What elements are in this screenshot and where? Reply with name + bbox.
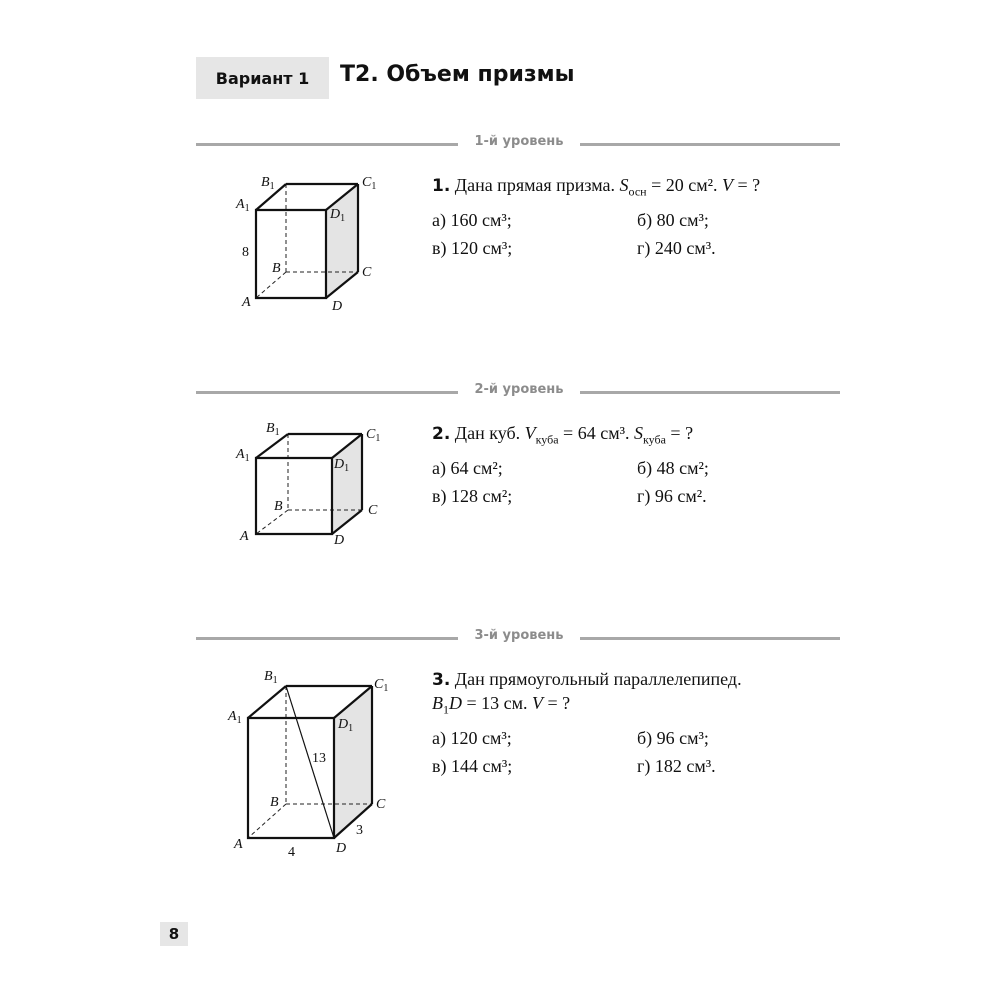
level-label-1: 1-й уровень [474, 134, 564, 149]
problem-text: Дан прямоугольный параллелепипед. [454, 669, 742, 689]
vertex-label-c: C [362, 265, 372, 280]
formula-b1d: B [432, 693, 443, 713]
divider-rule-right [580, 637, 840, 640]
figure-parallelepiped-3 [226, 666, 396, 862]
answer-c[interactable]: в) 128 см²; [432, 486, 513, 506]
vertex-label-b: B [272, 261, 281, 276]
vertex-label-c1: $C_1$ [362, 175, 377, 192]
level-label-3: 3-й уровень [474, 628, 564, 643]
problem-1-question: 1. Дана прямая призма. $S_{осн} = 20$ см². V = ? [432, 175, 761, 199]
divider-rule-right [580, 391, 840, 394]
vertex-label-c: C [376, 797, 386, 812]
problem-number: 1. [432, 176, 451, 196]
answer-c[interactable]: в) 144 см³; [432, 756, 513, 776]
side-length-label: 3 [356, 823, 363, 838]
answer-d[interactable]: г) 96 см². [637, 486, 707, 506]
vertex-label-b: B [270, 795, 279, 810]
divider-rule-left [196, 637, 458, 640]
divider-rule-left [196, 143, 458, 146]
vertex-label-a1: $A_1$ [228, 709, 242, 726]
figure-prism-1 [228, 168, 388, 318]
problem-number: 3. [432, 670, 451, 690]
formula-s: S [633, 423, 643, 443]
vertex-label-d1: $D_1$ [330, 207, 346, 224]
subscript-kuba: куба [535, 432, 559, 447]
answer-d[interactable]: г) 240 см³. [637, 238, 716, 258]
level-divider-2 [196, 382, 840, 399]
answer-a[interactable]: а) 160 см³; [432, 210, 512, 230]
base-length-label: 4 [288, 845, 295, 860]
diagonal-label: 13 [312, 751, 326, 766]
problem-3-question-line2: $B_1D = 13$ см. V = ? [432, 693, 571, 717]
vertex-label-a1: $A_1$ [236, 197, 250, 214]
formula-d: D [449, 693, 462, 713]
vertex-label-a1: $A_1$ [236, 447, 250, 464]
formula-v: V [532, 693, 544, 713]
formula-v: V [524, 423, 536, 443]
problem-text-rest: = 13 см. [466, 693, 528, 713]
problem-3-question [432, 666, 742, 693]
level-divider-3 [196, 628, 840, 645]
page-number: 8 [160, 922, 188, 946]
problem-text-rest: = 64 см³. [563, 423, 630, 443]
subscript-osn: осн [628, 184, 647, 199]
formula-s: S [619, 175, 629, 195]
answer-a[interactable]: а) 64 см²; [432, 458, 503, 478]
problem-text: Дан куб. [454, 423, 521, 443]
edge-label-height: 8 [242, 245, 249, 260]
vertex-label-b: B [274, 499, 283, 514]
figure-cube-2 [228, 420, 388, 550]
vertex-label-c1: $C_1$ [374, 677, 389, 694]
answer-c[interactable]: в) 120 см³; [432, 238, 513, 258]
problem-number: 2. [432, 424, 451, 444]
problem-text: Дана прямая призма. [454, 175, 616, 195]
vertex-label-c1: $C_1$ [366, 427, 381, 444]
vertex-label-a: A [242, 295, 251, 310]
vertex-label-d1: $D_1$ [334, 457, 350, 474]
level-label-2: 2-й уровень [474, 382, 564, 397]
vertex-label-b1: $B_1$ [266, 421, 280, 438]
vertex-label-b1: $B_1$ [261, 175, 275, 192]
variant-badge: Вариант 1 [196, 57, 329, 99]
subscript-1: 1 [443, 702, 449, 717]
vertex-label-a: A [240, 529, 249, 544]
answer-a[interactable]: а) 120 см³; [432, 728, 512, 748]
subscript-kuba: куба [642, 432, 666, 447]
vertex-label-c: C [368, 503, 378, 518]
page-title: Т2. Объем призмы [340, 62, 575, 87]
divider-rule-left [196, 391, 458, 394]
problem-2-question: 2. Дан куб. $V_{куба} = 64$ см³. $S_{куба}$ = ? [432, 423, 694, 447]
answer-b[interactable]: б) 96 см³; [637, 728, 709, 748]
vertex-label-d: D [336, 841, 347, 856]
vertex-label-d: D [332, 299, 343, 314]
formula-v: V [722, 175, 733, 195]
answer-b[interactable]: б) 80 см³; [637, 210, 709, 230]
level-divider-1 [196, 134, 840, 151]
divider-rule-right [580, 143, 840, 146]
problem-text-rest: = 20 см². [651, 175, 718, 195]
vertex-label-d: D [334, 533, 345, 548]
vertex-label-a: A [234, 837, 243, 852]
answer-d[interactable]: г) 182 см³. [637, 756, 716, 776]
vertex-label-b1: $B_1$ [264, 669, 278, 686]
vertex-label-d1: $D_1$ [338, 717, 354, 734]
answer-b[interactable]: б) 48 см²; [637, 458, 709, 478]
